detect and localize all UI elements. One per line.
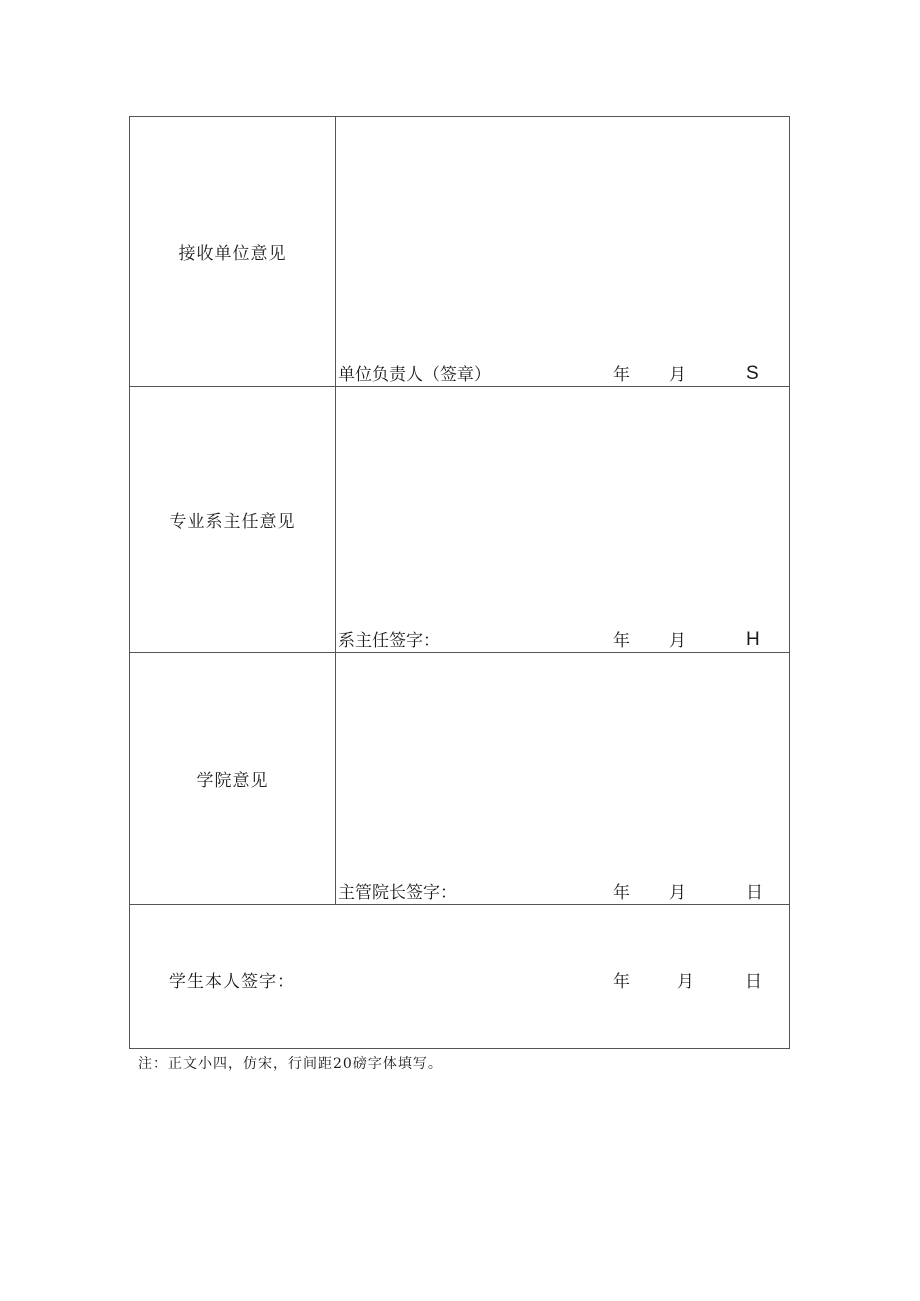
- date-day-label: 日: [746, 883, 763, 903]
- row-label: 学院意见: [196, 771, 269, 791]
- date-day-label: H: [746, 629, 760, 650]
- form-row-department-head: [130, 387, 789, 653]
- date-day-label: 日: [745, 972, 762, 992]
- form-row-receiving-unit: [130, 117, 789, 387]
- form-note: 注：正文小四，仿宋，行间距20磅字体填写。: [138, 1056, 443, 1072]
- form-row-college: [130, 653, 789, 905]
- label-cell: [130, 653, 336, 904]
- date-month-label: 月: [669, 883, 686, 903]
- signature-label: 系主任签字：: [338, 631, 440, 651]
- date-day-label: S: [746, 363, 759, 384]
- date-month-label: 月: [669, 365, 686, 385]
- signature-line: [338, 629, 789, 651]
- label-cell: [130, 117, 336, 386]
- date-year-label: 年: [613, 883, 630, 903]
- opinion-field[interactable]: [336, 387, 789, 652]
- opinion-field[interactable]: [336, 117, 789, 386]
- date-month-label: 月: [677, 972, 694, 992]
- date-year-label: 年: [613, 631, 630, 651]
- student-signature-line: [130, 967, 789, 992]
- signature-line: [338, 881, 789, 903]
- signature-label: 单位负责人（签章）: [338, 365, 491, 385]
- row-label: 接收单位意见: [178, 244, 287, 264]
- signature-label: 主管院长签字：: [338, 883, 457, 903]
- date-month-label: 月: [669, 631, 686, 651]
- signature-line: [338, 363, 789, 385]
- form-row-student-signature[interactable]: [130, 905, 789, 1048]
- row-label: 专业系主任意见: [169, 512, 296, 532]
- date-year-label: 年: [613, 972, 630, 992]
- label-cell: [130, 387, 336, 652]
- approval-form-table: [129, 116, 790, 1049]
- student-signature-label: 学生本人签字：: [169, 972, 295, 992]
- date-year-label: 年: [613, 365, 630, 385]
- opinion-field[interactable]: [336, 653, 789, 904]
